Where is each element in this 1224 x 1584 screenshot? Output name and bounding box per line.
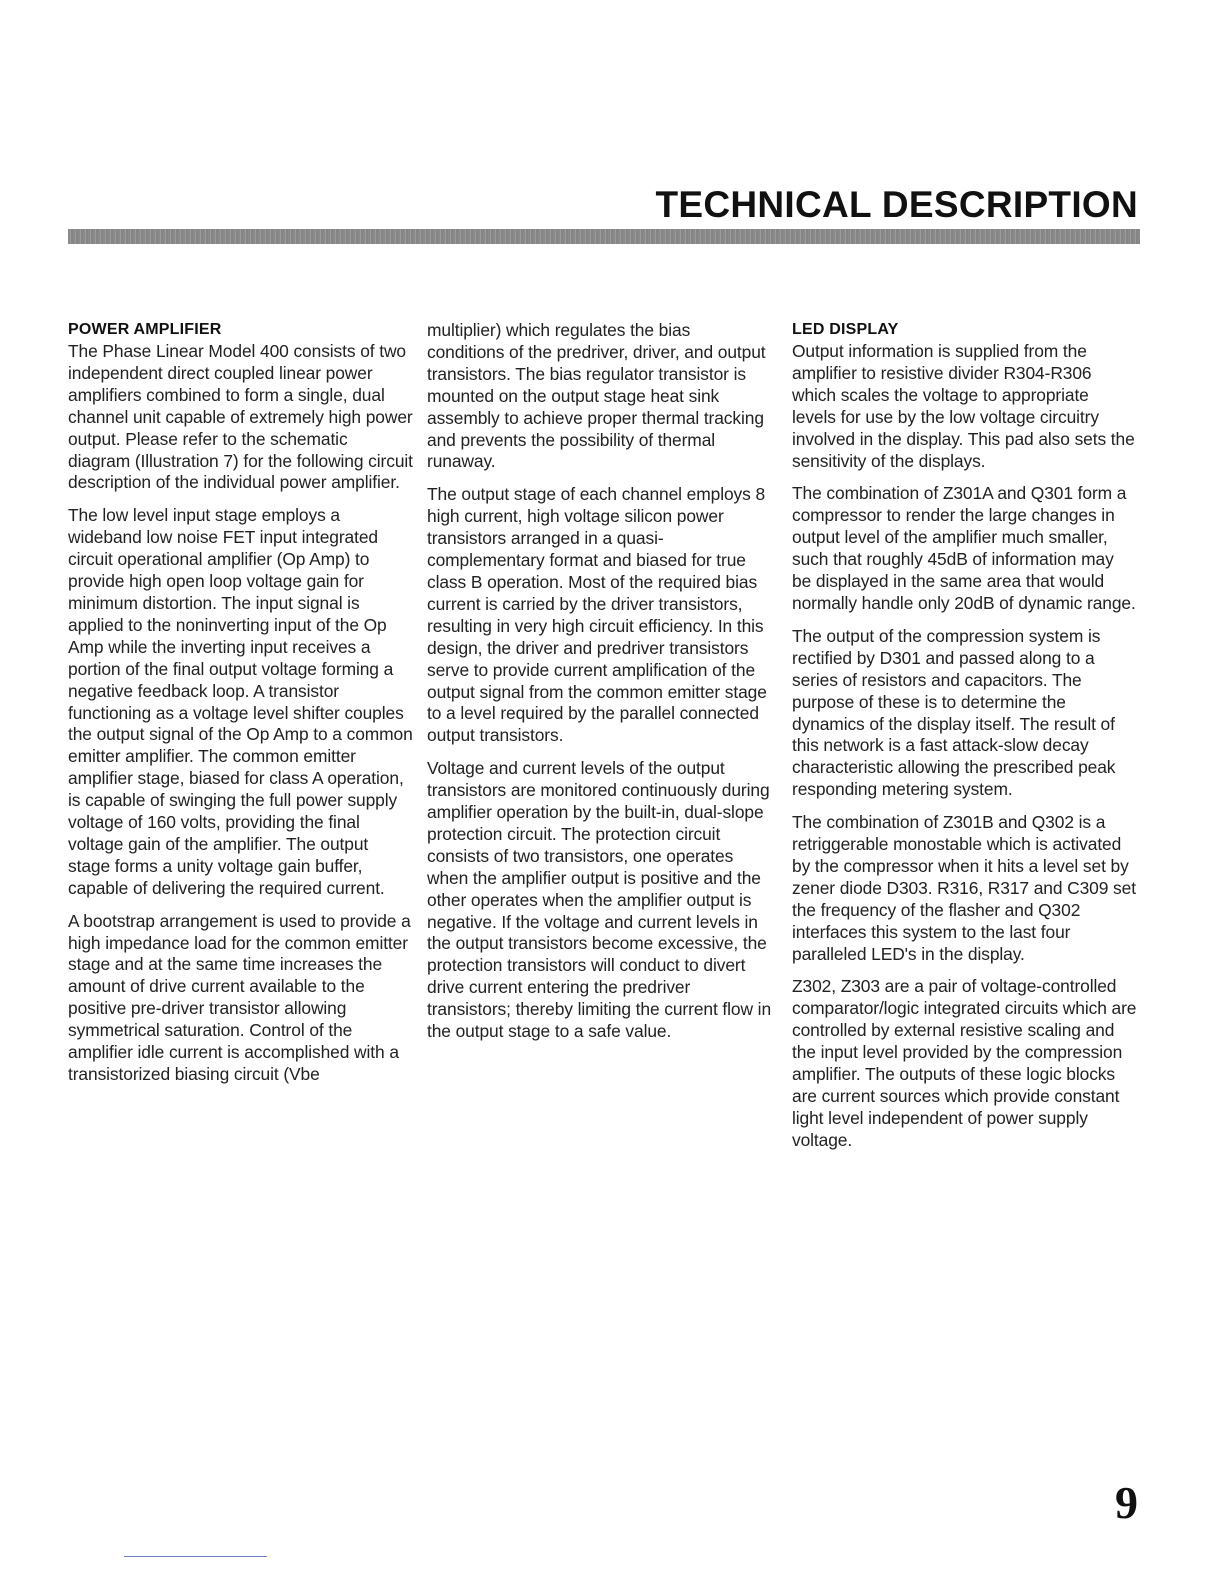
paragraph: The combination of Z301A and Q301 form a compressor to render the large changes in output level of the amplifier much smaller, such that roughly 45dB of information may be displayed in the same area that would normally handle only 20dB of dynamic range. — [792, 483, 1136, 613]
paragraph: Output information is supplied from the amplifier to resistive divider R304-R306 which scales the voltage to appropriate levels for use by the low voltage circuitry involved in the display. This pad also sets the sensitivity of the displays. — [792, 341, 1135, 471]
paragraph: A bootstrap arrangement is used to provide a high impedance load for the common emitter stage and at the same time increases the amount of drive current available to the positive pre-driver transistor allowing symmetrical saturation. Control of the amplifier idle current is accomplished with a transistorized biasing circuit (Vbe — [68, 910, 411, 1084]
section-heading-led-display: LED DISPLAY — [792, 321, 899, 338]
paragraph: Z302, Z303 are a pair of voltage-controlled comparator/logic integrated circuits which are controlled by external resistive scaling and the input level provided by the compression amplifier. The outputs of these logic blocks are current sources which provide constant light level independent of power supply voltage. — [792, 976, 1137, 1150]
page-title: TECHNICAL DESCRIPTION — [655, 184, 1138, 225]
column-power-amplifier — [68, 319, 413, 1097]
column-power-amplifier-continued — [427, 319, 772, 1054]
title-rule-bar — [68, 229, 1140, 244]
paragraph: The Phase Linear Model 400 consists of two independent direct coupled linear power amplifiers combined to form a single, dual channel unit capable of extremely high power output. Please refer to the schematic diagram (Illustration 7) for the following circuit description of the individual power amplifier. — [68, 341, 413, 493]
paragraph: The low level input stage employs a wideband low noise FET input integrated circuit operational amplifier (Op Amp) to provide high open loop voltage gain for minimum distortion. The input signal is applied to the noninverting input of the Op Amp while the inverting input receives a portion of the final output voltage forming a negative feedback loop. A transistor functioning as a voltage level shifter couples the output signal of the Op Amp to a common emitter amplifier. The common emitter amplifier stage, biased for class A operation, is capable of swinging the full power supply voltage of 160 volts, providing the final voltage gain of the amplifier. The output stage forms a unity voltage gain buffer, capable of delivering the required current. — [68, 505, 413, 898]
paragraph: multiplier) which regulates the bias conditions of the predriver, driver, and output transistors. The bias regulator transistor is mounted on the output stage heat sink assembly to achieve proper thermal tracking and prevents the possibility of thermal runaway. — [427, 320, 766, 472]
section-heading-power-amplifier: POWER AMPLIFIER — [68, 321, 222, 338]
paragraph: The combination of Z301B and Q302 is a retriggerable monostable which is activated by the compressor when it hits a level set by zener diode D303. R316, R317 and C309 set the frequency of the flasher and Q302 interfaces this system to the last four paralleled LED's in the display. — [792, 812, 1136, 964]
paragraph: The output of the compression system is rectified by D301 and passed along to a series of resistors and capacitors. The purpose of these is to determine the dynamics of the display itself. The result of this network is a fast attack-slow decay characteristic allowing the prescribed peak responding metering system. — [792, 625, 1116, 800]
paragraph: The output stage of each channel employs 8 high current, high voltage silicon power transistors arranged in a quasi-complementary format and biased for true class B operation. Most of the required bias current is carried by the driver transistors, resulting in very high circuit efficiency. In this design, the driver and predriver transistors serve to provide current amplification of the output signal from the common emitter stage to a level required by the parallel connected output transistors. — [427, 484, 767, 746]
footer-rule — [124, 1556, 267, 1557]
column-led-display — [792, 319, 1137, 1163]
page-number: 9 — [1115, 1477, 1138, 1528]
paragraph: Voltage and current levels of the output transistors are monitored continuously during amplifier operation by the built-in, dual-slope protection circuit. The protection circuit consists of two transistors, one operates when the amplifier output is positive and the other operates when the amplifier output is negative. If the voltage and current levels in the output transistors become excessive, the protection transistors will conduct to divert drive current entering the predriver transistors; thereby limiting the current flow in the output stage to a safe value. — [427, 758, 772, 1042]
